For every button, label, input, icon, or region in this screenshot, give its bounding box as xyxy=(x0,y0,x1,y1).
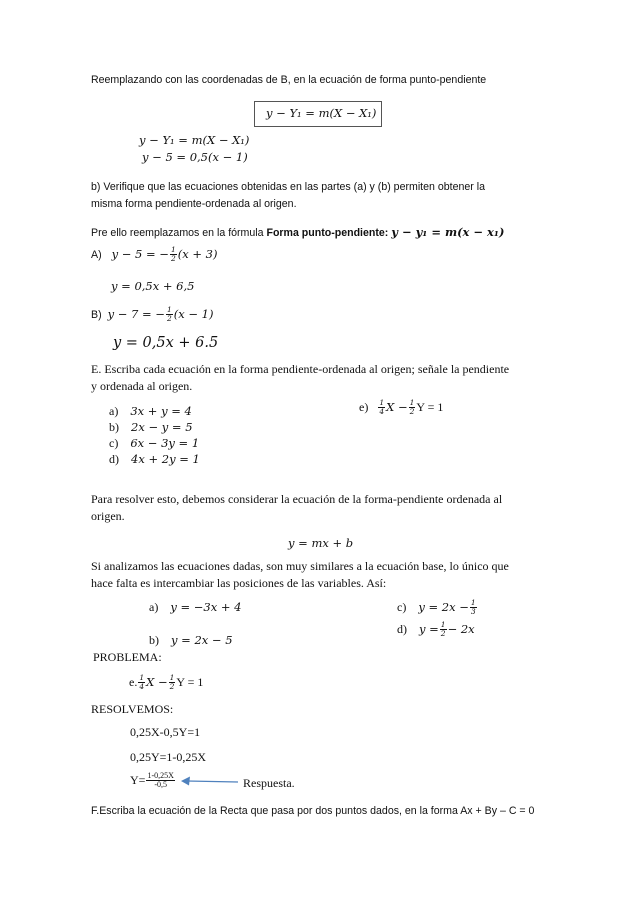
eq-b-num: 1 xyxy=(166,304,172,314)
equation-b-result: y = 0,5x + 6.5 xyxy=(113,335,219,351)
problema-heading: PROBLEMA: xyxy=(93,650,162,664)
answer-a-eq: y = −3x + 4 xyxy=(170,600,242,614)
exercise-e xyxy=(359,398,443,416)
exercise-e-n1: 1 xyxy=(379,397,385,407)
problema-eq-frac-1 xyxy=(138,674,145,691)
exercise-a-label: a) xyxy=(109,404,119,418)
answer-d-pre: y = xyxy=(419,622,439,636)
answer-a xyxy=(149,598,241,616)
problema-eq-frac-2 xyxy=(169,674,176,691)
exercise-e-mid: X − xyxy=(386,400,408,414)
eq-a-left: y − 5 = − xyxy=(111,247,169,261)
exercise-d-eq: 4x + 2y = 1 xyxy=(131,452,200,466)
answer-c-frac xyxy=(470,599,477,616)
eq-a-right: (x + 3) xyxy=(177,247,218,261)
eq-b-label: B) xyxy=(91,309,102,321)
answer-d-den: 2 xyxy=(440,628,446,638)
answer-d xyxy=(397,620,475,638)
exercise-b-eq: 2x − y = 5 xyxy=(131,420,193,434)
exercise-d-label: d) xyxy=(109,452,119,466)
part-e-line-2: y ordenada al origen. xyxy=(91,379,193,393)
problema-equation xyxy=(129,673,203,691)
arrow-head xyxy=(181,777,190,786)
exercise-a-eq: 3x + y = 4 xyxy=(130,404,192,418)
eq-a-num: 1 xyxy=(170,244,176,254)
answer-d-frac xyxy=(440,621,447,638)
part-e-line-1: E. Escriba cada ecuación en la forma pendiente-ordenada al origen; señale la pendiente xyxy=(91,362,510,376)
eq-a-label: A) xyxy=(91,249,102,261)
answer-b xyxy=(149,631,233,649)
resolve-line-2: origen. xyxy=(91,509,125,523)
problema-eq-n1: 1 xyxy=(139,672,145,682)
pre-formula-line xyxy=(91,225,504,239)
equation-b xyxy=(91,305,213,323)
exercise-e-d2: 2 xyxy=(409,406,415,416)
answer-arrow-icon xyxy=(181,775,239,787)
step-3-frac xyxy=(146,772,174,789)
exercise-c-eq: 6x − 3y = 1 xyxy=(130,436,200,450)
pre-formula: y − y₁ = m(x − x₁) xyxy=(391,225,505,239)
answer-d-post: − 2x xyxy=(447,622,475,636)
exercise-e-d1: 4 xyxy=(379,406,385,416)
problema-eq-n2: 1 xyxy=(169,672,175,682)
step-1: 0,25X-0,5Y=1 xyxy=(130,725,201,739)
exercise-d xyxy=(109,450,200,468)
answer-d-label: d) xyxy=(397,622,407,636)
exercise-e-end: Y = 1 xyxy=(416,400,444,414)
step-3-pre: Y= xyxy=(130,773,146,787)
step-3-den: -0,5 xyxy=(154,779,167,789)
eq-b-den: 2 xyxy=(166,313,172,323)
answer-b-eq: y = 2x − 5 xyxy=(171,633,233,647)
problema-eq-label: e. xyxy=(129,675,138,689)
equation-a xyxy=(91,245,217,263)
problema-eq-mid: X − xyxy=(146,675,168,689)
answer-b-label: b) xyxy=(149,633,159,647)
answer-a-label: a) xyxy=(149,600,159,614)
eq-b-right: (x − 1) xyxy=(173,307,214,321)
slope-intercept-form: y = mx + b xyxy=(288,536,354,550)
exercise-e-frac-2 xyxy=(409,399,416,416)
exercise-b-label: b) xyxy=(109,420,119,434)
pre-bold: Forma punto-pendiente: xyxy=(266,227,389,239)
problema-eq-end: Y = 1 xyxy=(176,675,204,689)
eq-a-fraction xyxy=(170,246,177,263)
step-3 xyxy=(130,771,176,789)
answer-c-num: 1 xyxy=(470,597,476,607)
exercise-e-frac-1 xyxy=(378,399,385,416)
eq-a-den: 2 xyxy=(170,253,176,263)
answer-d-num: 1 xyxy=(440,619,446,629)
part-f-text: F.Escriba la ecuación de la Recta que pasa por dos puntos dados, en la forma Ax + By – C = 0 xyxy=(91,805,535,817)
analysis-line-1: Si analizamos las ecuaciones dadas, son muy similares a la ecuación base, lo único que xyxy=(91,559,509,573)
step-3-num: 1-0,25X xyxy=(147,770,174,780)
part-b-line-2: misma forma pendiente-ordenada al origen. xyxy=(91,198,297,210)
resolve-line-1: Para resolver esto, debemos considerar la ecuación de la forma-pendiente ordenada al xyxy=(91,492,503,506)
exercise-e-label: e) xyxy=(359,400,369,414)
answer-c-den: 3 xyxy=(470,606,476,616)
substitution-eq-1: y − Y₁ = m(X − X₁) xyxy=(139,133,250,147)
step-2: 0,25Y=1-0,25X xyxy=(130,750,207,764)
exercise-c-label: c) xyxy=(109,436,119,450)
eq-b-left: y − 7 = − xyxy=(107,307,165,321)
answer-c xyxy=(397,598,478,616)
substitution-eq-2: y − 5 = 0,5(x − 1) xyxy=(142,150,248,164)
respuesta-label: Respuesta. xyxy=(243,776,295,790)
exercise-e-n2: 1 xyxy=(409,397,415,407)
part-b-line-1: b) Verifique que las ecuaciones obtenidas en las partes (a) y (b) permiten obtener la xyxy=(91,181,485,193)
resolvemos-heading: RESOLVEMOS: xyxy=(91,702,174,716)
answer-c-eq: y = 2x − xyxy=(418,600,469,614)
analysis-line-2: hace falta es intercambiar las posiciones de las variables. Así: xyxy=(91,576,387,590)
problema-eq-d2: 2 xyxy=(169,681,175,691)
boxed-formula: y − Y₁ = m(X − X₁) xyxy=(266,106,377,120)
pre-text: Pre ello reemplazamos en la fórmula xyxy=(91,227,264,239)
eq-b-fraction xyxy=(166,306,173,323)
equation-a-result: y = 0,5x + 6,5 xyxy=(111,279,195,293)
answer-c-label: c) xyxy=(397,600,407,614)
intro-text: Reemplazando con las coordenadas de B, en la ecuación de forma punto-pendiente xyxy=(91,74,487,86)
problema-eq-d1: 4 xyxy=(139,681,145,691)
arrow-shaft xyxy=(187,781,238,782)
